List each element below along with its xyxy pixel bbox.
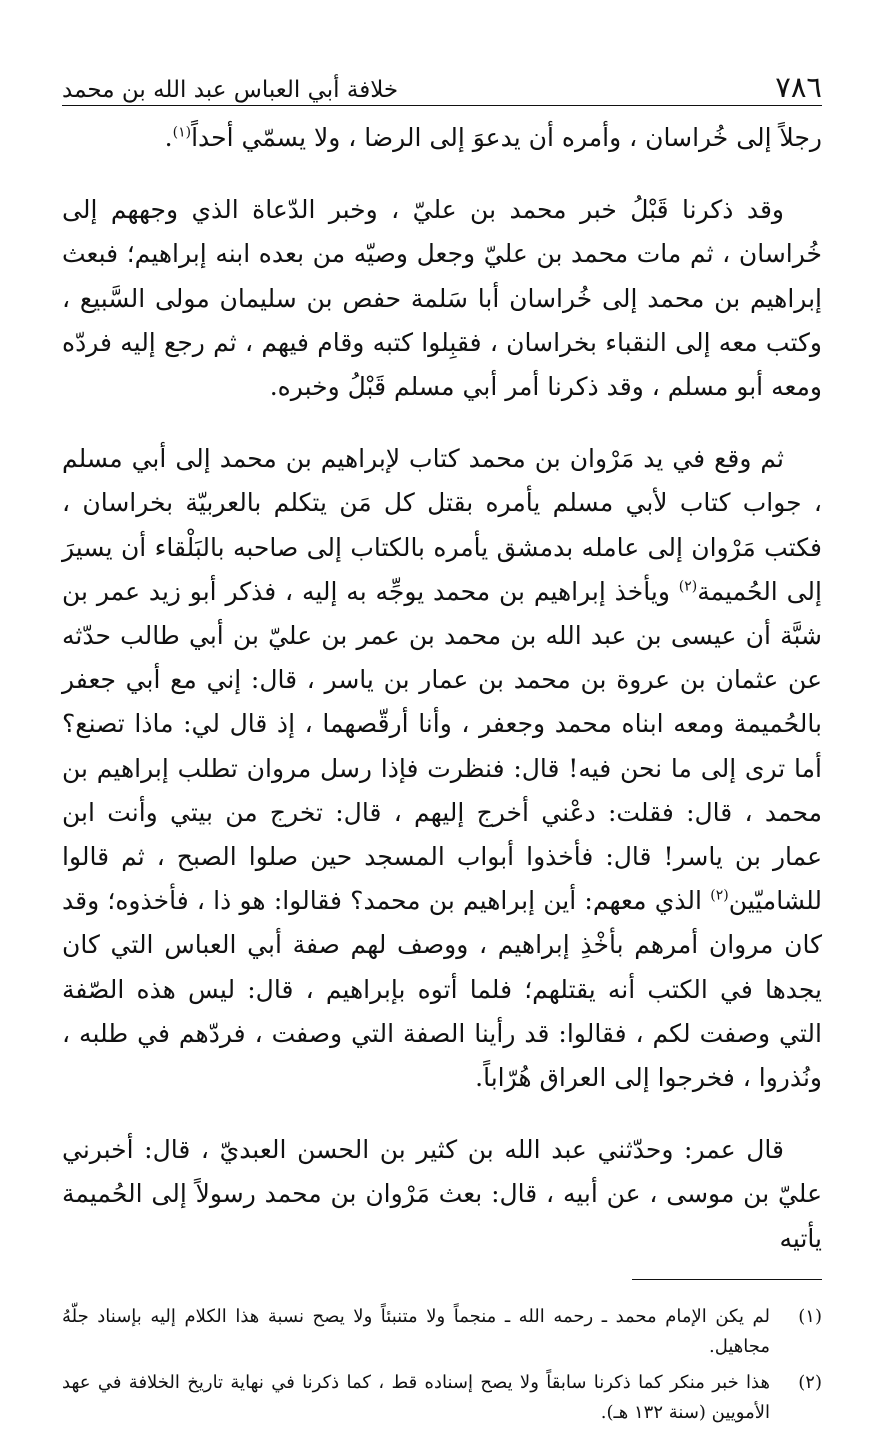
paragraph-3-text-a: ثم وقع في يد مَرْوان بن محمد كتاب لإبراهيم بن محمد إلى أبي مسلم ، جواب كتاب لأبي مسلم يأمره بقتل كل مَن يتكلم بالعربيّة بخراسان ، فكتب مَرْوان إلى عامله بدمشق يأمره بالكتاب إلى صاحبه بالبَلْقاء أن يسيرَ إلى الحُميمة (62, 444, 822, 606)
paragraph-3-gap-2 (702, 886, 710, 915)
footnote-ref-1: (١) (172, 124, 192, 141)
paragraph-2: وقد ذكرنا قَبْلُ خبر محمد بن عليّ ، وخبر الدّعاة الذي وجههم إلى خُراسان ، ثم مات محمد بن عليّ وجعل وصيّه من بعده ابنه إبراهيم؛ فبعث إبراهيم بن محمد إلى خُراسان أبا سَلمة حفص بن سليمان مولى السَّبيع ، وكتب معه إلى النقباء بخراسان ، فقبِلوا كتبه وقام فيهم ، ثم رجع إليه فردّه ومعه أبو مسلم ، وقد ذكرنا أمر أبي مسلم قَبْلُ وخبره. (62, 195, 822, 402)
footnote-number: (٢) (798, 1371, 822, 1393)
footnote-ref-2: (٢) (678, 578, 698, 595)
paragraph-1-text: رجلاً إلى خُراسان ، وأمره أن يدعوَ إلى الرضا ، ولا يسمّي أحداً (191, 123, 822, 152)
paragraph-4: قال عمر: وحدّثني عبد الله بن كثير بن الحسن العبديّ ، قال: أخبرني عليّ بن موسى ، عن أبيه ، قال: بعث مَرْوان بن محمد رسولاً إلى الحُميمة يأتيه (62, 1135, 822, 1253)
paragraph-3 (62, 437, 822, 1100)
footnote-2 (62, 1368, 822, 1428)
footnote-ref-3: (٢) (710, 887, 729, 904)
page-header (62, 60, 822, 106)
paragraph-1-tail: . (164, 123, 173, 152)
paragraph-3-text-b: ويأخذ إبراهيم بن محمد يوجِّه به إليه ، فذكر أبو زيد عمر بن شبَّة أن عيسى بن عبد الله بن محمد بن عمر بن عليّ بن أبي طالب حدّثه عن عثمان بن عروة بن محمد بن عمار بن ياسر ، قال: إني مع أبي جعفر بالحُميمة ومعه ابناه محمد وجعفر ، وأنا أرقّصهما ، إذ قال لي: ماذا تصنع؟ أما ترى إلى ما نحن فيه! قال: فنظرت فإذا رسل مروان تطلب إبراهيم بن محمد ، قال: فقلت: دعْني أخرج إليهم ، قال: تخرج من بيتي وأنت ابن عمار بن ياسر! قال: فأخذوا أبواب المسجد حين صلوا الصبح ، ثم قالوا للشاميّين (62, 576, 823, 916)
footnote-number: (١) (798, 1305, 822, 1327)
footnote-1 (62, 1302, 822, 1362)
footnote-divider (632, 1279, 822, 1280)
footnote-text: هذا خبر منكر كما ذكرنا سابقاً ولا يصح إسناده قط ، كما ذكرنا في نهاية تاريخ الخلافة في عهد الأمويين (سنة ١٣٢ هـ). (62, 1371, 770, 1423)
running-title: خلافة أبي العباس عبد الله بن محمد (62, 77, 399, 103)
page-number: ٧٨٦ (775, 70, 822, 104)
body-text (62, 116, 822, 1261)
footnotes (62, 1302, 822, 1428)
book-page (62, 60, 822, 1434)
paragraph-3-text-c: الذي معهم: أين إبراهيم بن محمد؟ فقالوا: هو ذا ، فأخذوه؛ وقد كان مروان أمرهم بأخْذِ إبراهيم ، ووصف لهم صفة أبي العباس التي كان يجدها في الكتب أنه يقتلهم؛ فلما أتوه بإبراهيم ، قال: ليس هذه الصّفة التي وصفت لكم ، فقالوا: قد رأينا الصفة التي وصفت ، فردّهم في طلبه ، ونُذروا ، فخرجوا إلى العراق هُرّاباً. (62, 886, 822, 1093)
paragraph-3-gap (670, 577, 679, 606)
paragraph-1 (62, 116, 822, 160)
footnote-text: لم يكن الإمام محمد ـ رحمه الله ـ منجماً ولا متنبئاً ولا يصح نسبة هذا الكلام إليه بإسناد جلّهُ مجاهيل. (62, 1305, 770, 1357)
